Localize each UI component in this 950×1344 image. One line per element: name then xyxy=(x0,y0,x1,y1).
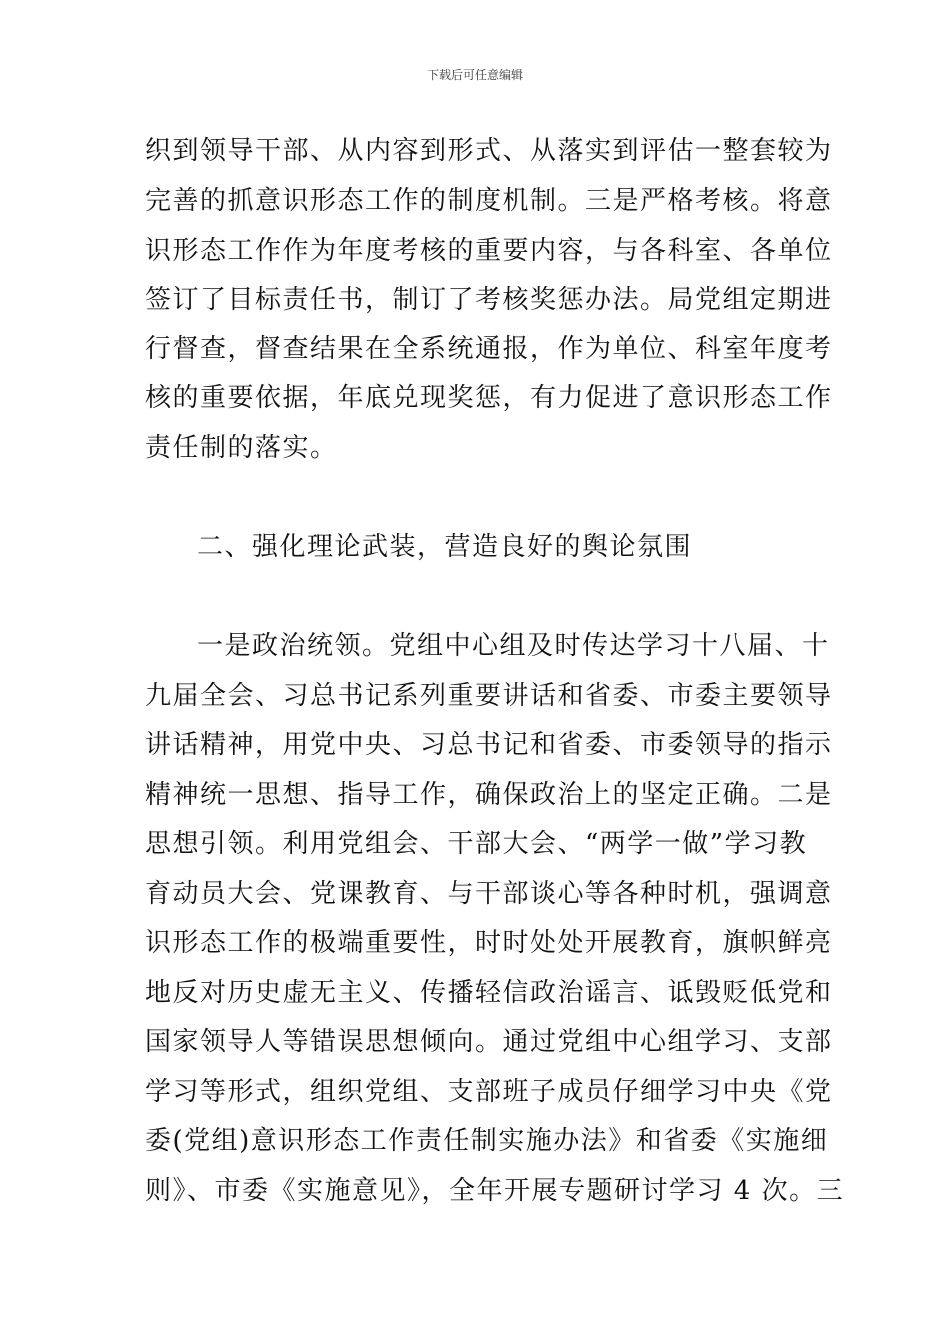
text-line: 签订了目标责任书，制订了考核奖惩办法。局党组定期进 xyxy=(145,285,833,315)
text-line: 讲话精神，用党中央、习总书记和省委、市委领导的指示 xyxy=(145,730,833,760)
text-line: 育动员大会、党课教育、与干部谈心等各种时机，强调意 xyxy=(145,879,833,909)
text-line: 识形态工作的极端重要性，时时处处开展教育，旗帜鲜亮 xyxy=(145,928,833,958)
section-heading: 二、强化理论武装，营造良好的舆论氛围 xyxy=(197,532,693,562)
text-line: 学习等形式，组织党组、支部班子成员仔细学习中央《党 xyxy=(145,1077,833,1107)
text-line: 识形态工作作为年度考核的重要内容，与各科室、各单位 xyxy=(145,236,833,266)
text-line: 思想引领。利用党组会、干部大会、“两学一做”学习教 xyxy=(145,829,808,859)
text-line: 完善的抓意识形态工作的制度机制。三是严格考核。将意 xyxy=(145,186,833,216)
text-line: 行督查，督查结果在全系统通报，作为单位、科室年度考 xyxy=(145,334,833,364)
text-line: 精神统一思想、指导工作，确保政治上的坚定正确。二是 xyxy=(145,780,833,810)
text-line: 国家领导人等错误思想倾向。通过党组中心组学习、支部 xyxy=(145,1027,833,1057)
text-line: 地反对历史虚无主义、传播轻信政治谣言、诋毁贬低党和 xyxy=(145,978,833,1008)
text-line: 则》、市委《实施意见》，全年开展专题研讨学习 4 次。三 xyxy=(145,1176,845,1206)
text-line: 委(党组)意识形态工作责任制实施办法》和省委《实施细 xyxy=(145,1126,829,1156)
text-line: 责任制的落实。 xyxy=(145,433,338,463)
text-line: 一是政治统领。党组中心组及时传达学习十八届、十 xyxy=(197,631,830,661)
text-line: 九届全会、习总书记系列重要讲话和省委、市委主要领导 xyxy=(145,681,833,711)
text-line: 织到领导干部、从内容到形式、从落实到评估一整套较为 xyxy=(145,136,833,166)
text-line: 核的重要依据，年底兑现奖惩，有力促进了意识形态工作 xyxy=(145,383,833,413)
header-note: 下载后可任意编辑 xyxy=(426,68,523,82)
